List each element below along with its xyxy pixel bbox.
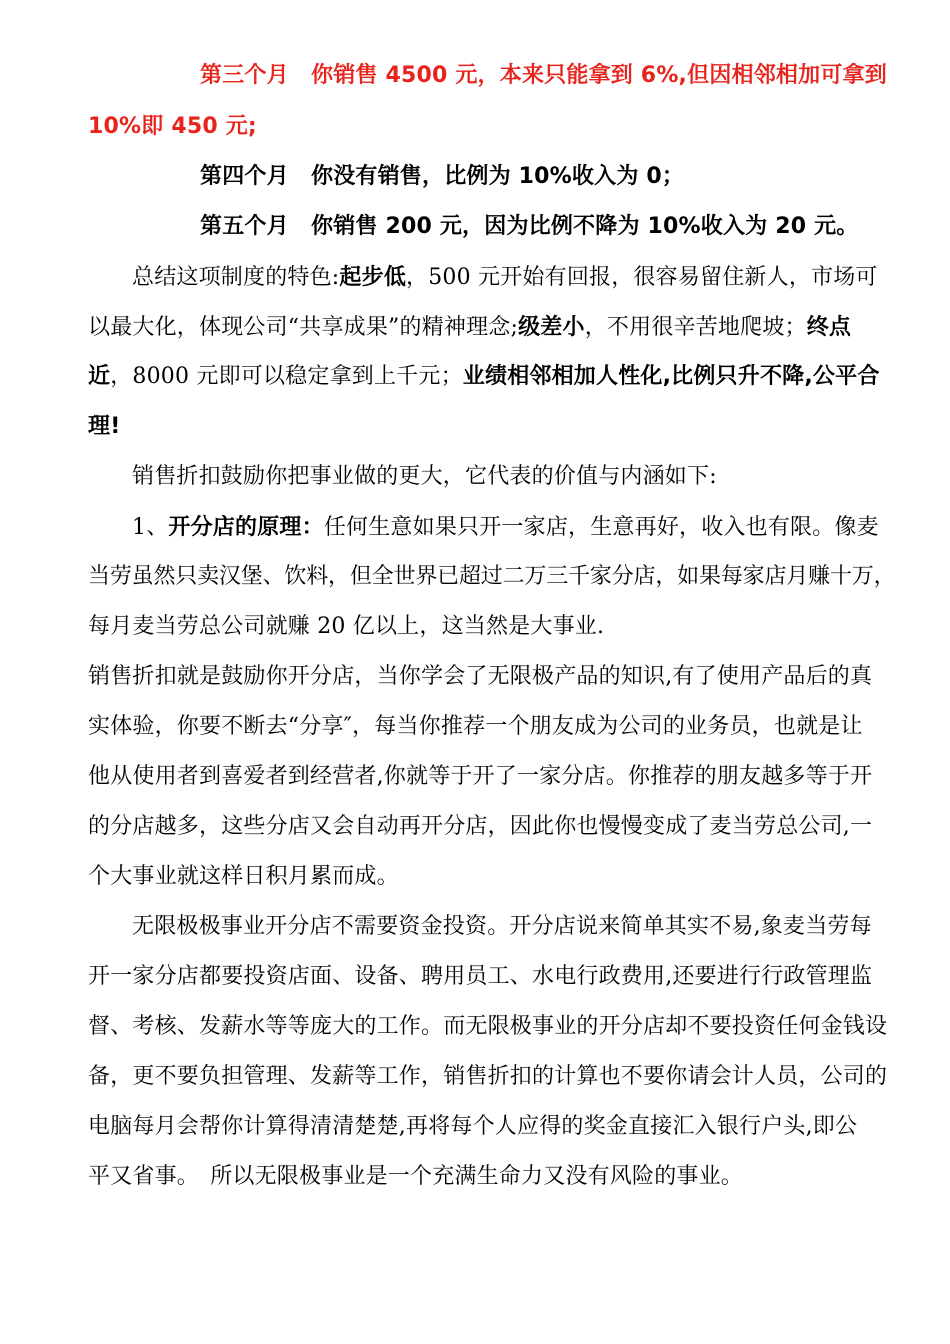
month-three-line-cont: 10%即 450 元; <box>88 114 257 139</box>
summary-line-2 <box>88 314 851 342</box>
noinvest-para-line: 电脑每月会帮你计算得清清楚楚,再将每个人应得的奖金直接汇入银行户头,即公 <box>88 1114 858 1139</box>
feature-near-end: 终点 <box>806 315 852 340</box>
branch-line-1 <box>132 514 879 542</box>
summary-line-3 <box>88 363 880 391</box>
discount-para-line: 的分店越多，这些分店又会自动再开分店，因此你也慢慢变成了麦当劳总公司,一 <box>88 814 873 839</box>
summary-text: 以最大化，体现公司“共享成果”的精神理念; <box>88 315 519 340</box>
noinvest-para-line: 督、考核、发薪水等等庞大的工作。而无限极事业的开分店却不要投资任何金钱设 <box>88 1014 888 1039</box>
month-five-line: 第五个月 你销售 200 元，因为比例不降为 10%收入为 20 元。 <box>200 214 859 239</box>
feature-low-start: 起步低 <box>339 265 407 290</box>
feature-near-end-cont: 近 <box>88 364 111 389</box>
discount-intro: 销售折扣鼓励你把事业做的更大，它代表的价值与内涵如下: <box>132 464 717 489</box>
discount-para-line: 他从使用者到喜爱者到经营者,你就等于开了一家分店。你推荐的朋友越多等于开 <box>88 764 873 789</box>
feature-adjacent-add: 业绩相邻相加人性化,比例只升不降,公平合 <box>462 364 880 389</box>
branch-title: 开分店的原理 <box>168 515 302 540</box>
branch-number: 1、 <box>132 515 169 540</box>
month-four-line: 第四个月 你没有销售，比例为 10%收入为 0； <box>200 164 685 189</box>
noinvest-para-line: 开一家分店都要投资店面、设备、聘用员工、水电行政费用,还要进行行政管理监 <box>88 964 873 989</box>
branch-line-2: 当劳虽然只卖汉堡、饮料，但全世界已超过二万三千家分店，如果每家店月赚十万， <box>88 564 896 589</box>
summary-line-4: 理! <box>88 414 121 439</box>
month-three-line: 第三个月 你销售 4500 元，本来只能拿到 6%,但因相邻相加可拿到 <box>200 63 887 88</box>
summary-text: ，不用很辛苦地爬坡； <box>584 315 807 340</box>
summary-intro: 总结这项制度的特色: <box>132 265 340 290</box>
feature-small-gap: 级差小 <box>518 315 585 340</box>
branch-colon: ： <box>301 515 324 540</box>
discount-para-line: 实体验，你要不断去“分享″，每当你推荐一个朋友成为公司的业务员，也就是让 <box>88 714 863 739</box>
summary-text: ，8000 元即可以稳定拿到上千元； <box>110 364 463 389</box>
summary-text: ，500 元开始有回报，很容易留住新人，市场可 <box>406 265 878 290</box>
branch-line-3: 每月麦当劳总公司就赚 20 亿以上，这当然是大事业. <box>88 614 605 639</box>
branch-text: 任何生意如果只开一家店，生意再好，收入也有限。像麦 <box>323 515 879 540</box>
discount-para-line: 销售折扣就是鼓励你开分店，当你学会了无限极产品的知识,有了使用产品后的真 <box>88 664 873 689</box>
noinvest-para-line: 备，更不要负担管理、发薪等工作，销售折扣的计算也不要你请会计人员，公司的 <box>88 1064 888 1089</box>
noinvest-para-line: 平又省事。 所以无限极事业是一个充满生命力又没有风险的事业。 <box>88 1164 744 1189</box>
noinvest-para-line: 无限极极事业开分店不需要资金投资。开分店说来简单其实不易,象麦当劳每 <box>132 914 872 939</box>
discount-para-line: 个大事业就这样日积月累而成。 <box>88 864 399 889</box>
summary-line-1 <box>132 264 878 292</box>
